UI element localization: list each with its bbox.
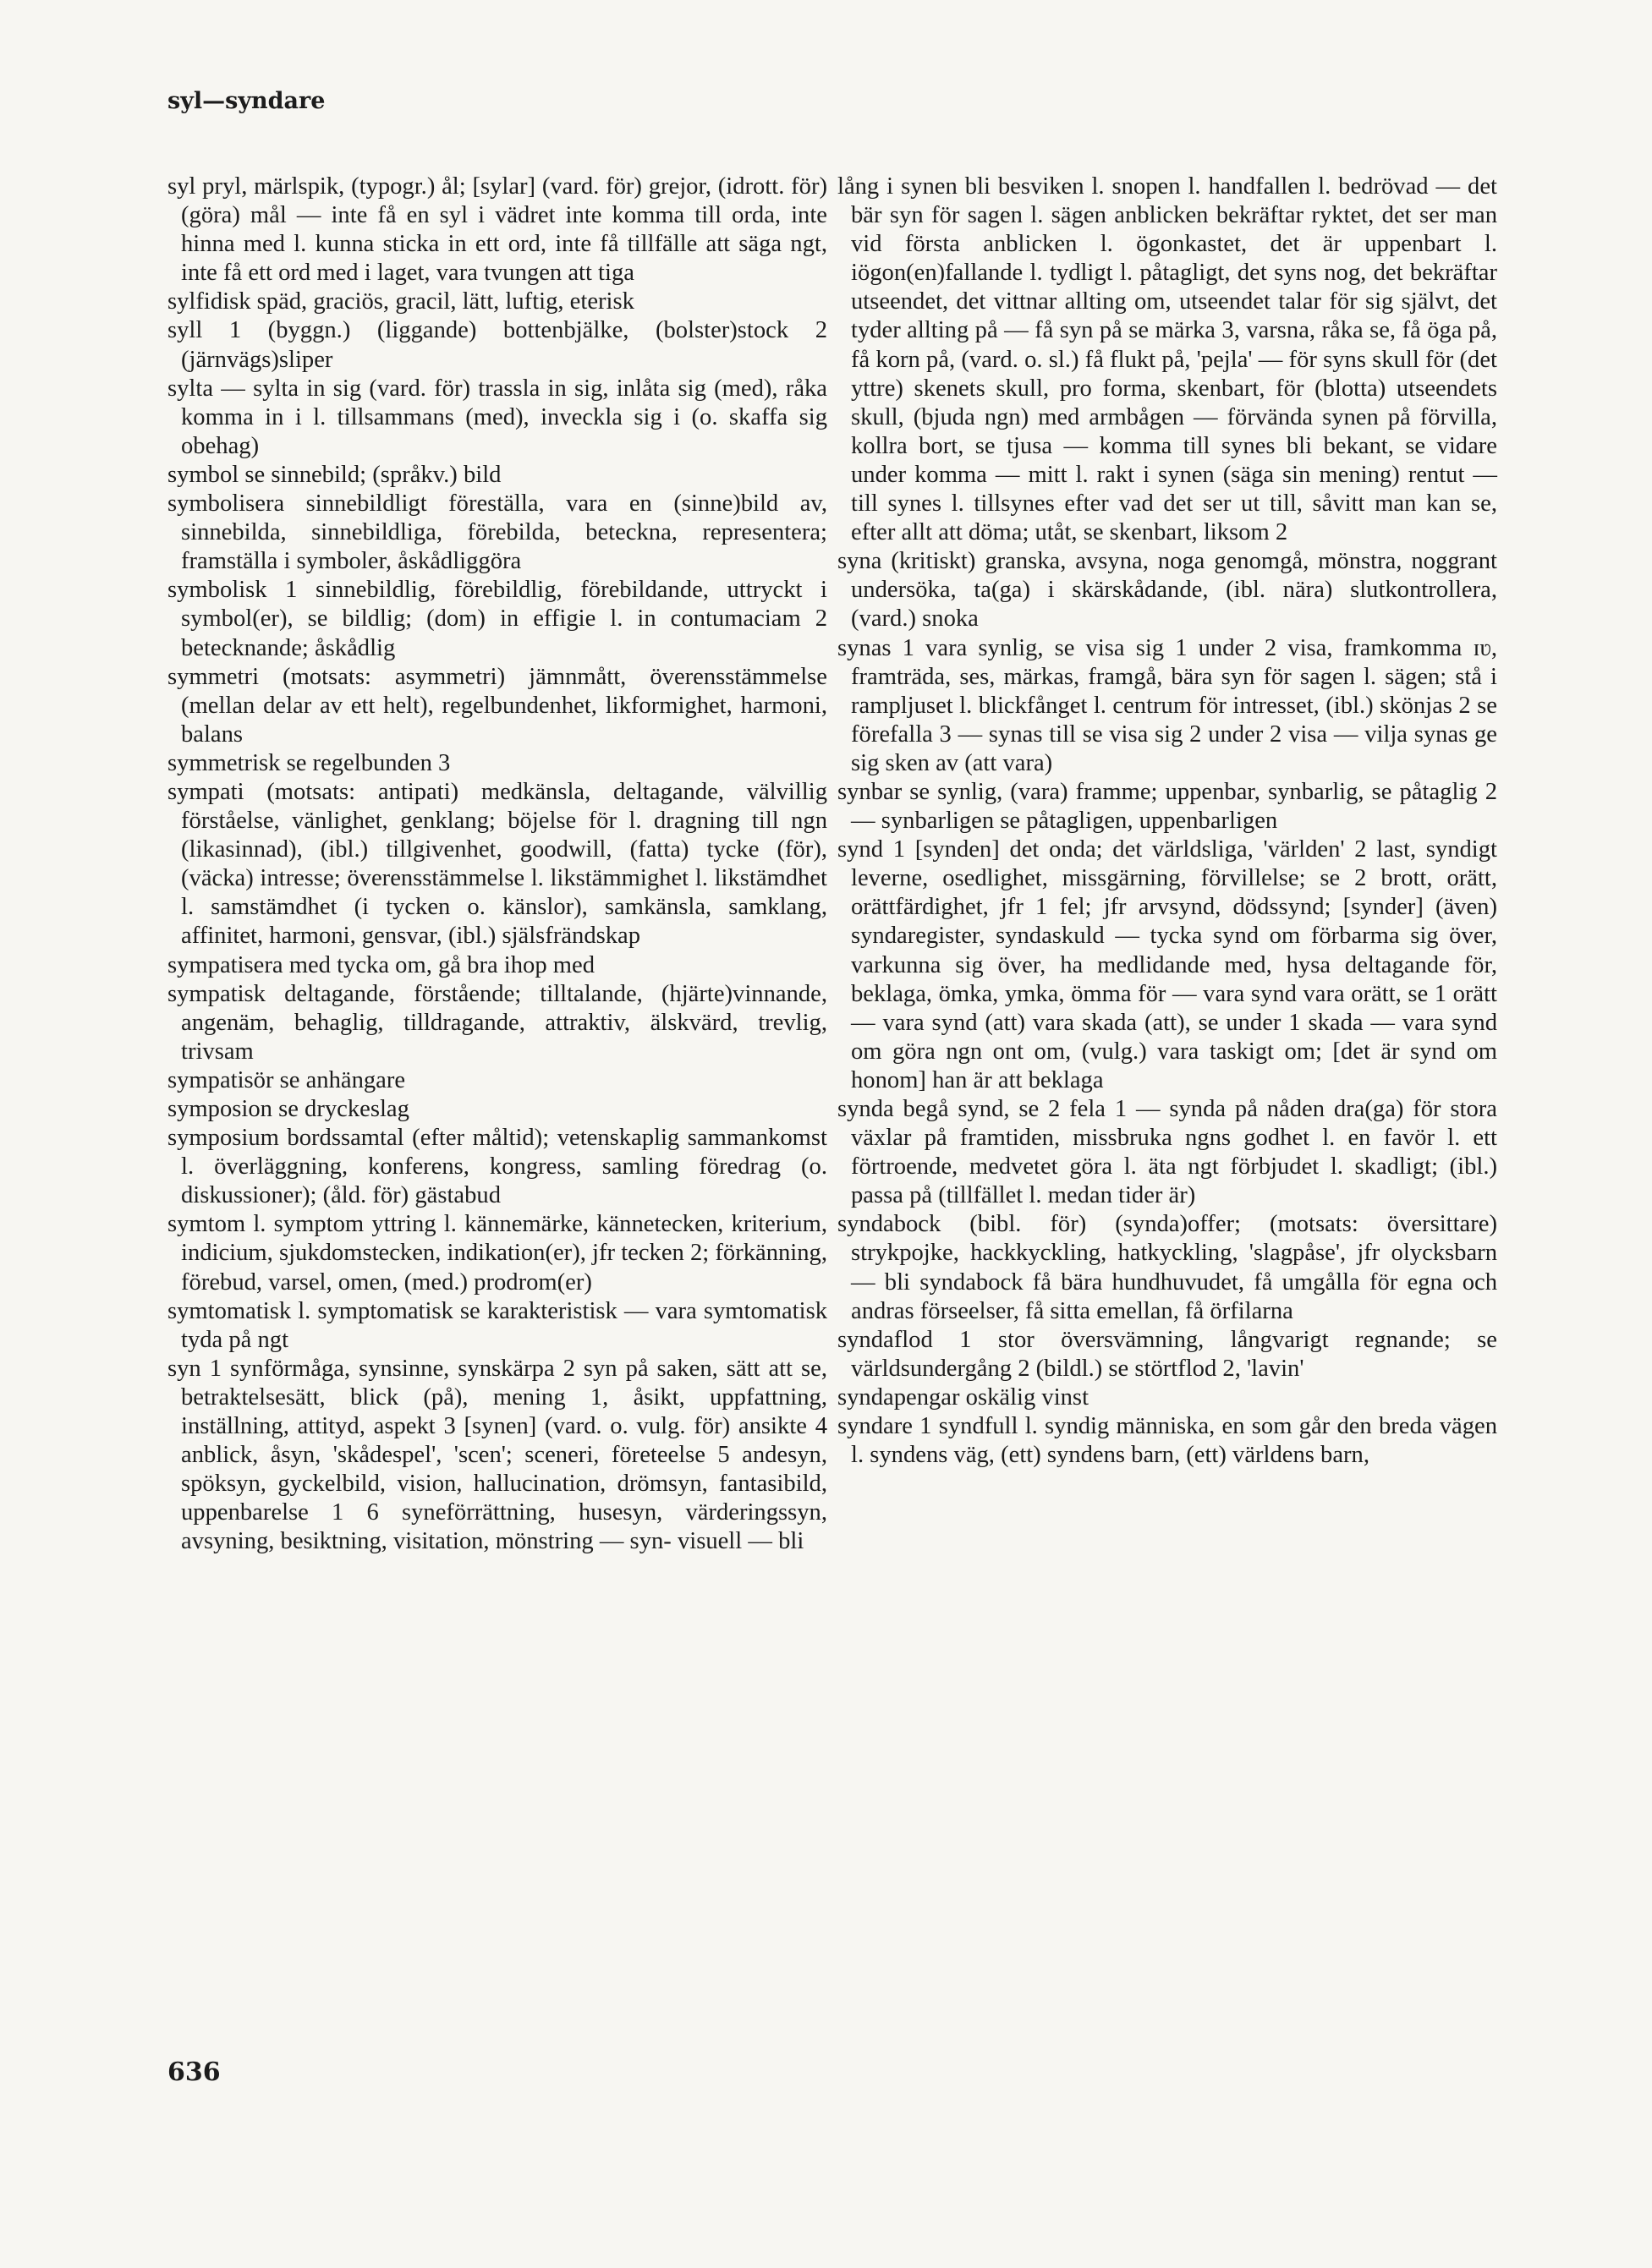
entry: sympatisera med tycka om, gå bra ihop med <box>167 951 595 978</box>
entry: lång i synen bli besviken l. snopen l. handfallen l. bedrövad — det bär syn för sagen l. sägen anblicken bekräftar ryktet, det ser man vid första anblicken l. ögonkastet, det är uppenbart l. iögon(en)fallande l. tydligt l. påtagligt, det syns nog, det bekräftar utseendet, det vittnar allting om, utseendet talar för sig självt, det tyder allting på — få syn på se märka 3, varsna, råka se, få öga på, få korn på, (vard. o. sl.) få flukt på, 'pejla' — för syns skull för (det yttre) skenets skull, pro forma, skenbart, för (blotta) utseendets skull, (bjuda ngn) med armbågen — förvända synen på förvilla, kollra bort, se tjusa — komma till synes bli bekant, se vidare under komma — mitt l. rakt i synen (säga sin mening) rentut — till synes l. tillsynes efter vad det ser ut till, såvitt man kan se, efter allt att döma; utåt, se skenbart, liksom 2 <box>837 173 1497 546</box>
entry: syn 1 synförmåga, synsinne, synskärpa 2 syn på saken, sätt att se, betraktelsesätt, blick (på), mening 1, åsikt, uppfattning, inställning, attityd, aspekt 3 [synen] (vard. o. vulg. för) ansikte 4 anblick, åsyn, 'skådespel', 'scen'; sceneri, företeelse 5 andesyn, spöksyn, gyckelbild, vision, hallucination, drömsyn, fantasibild, uppenbarelse 1 6 syneförrättning, husesyn, värderingssyn, avsyning, besiktning, visitation, mönstring — syn- visuell — bli <box>167 1355 827 1555</box>
entry: sylta — sylta in sig (vard. för) trassla in sig, inlåta sig (med), råka komma in i l. tillsammans (med), inveckla sig i (o. skaffa sig obehag) <box>167 375 827 459</box>
entry: syndabock (bibl. för) (synda)offer; (motsats: översittare) strykpojke, hackkyckling, hatkyckling, 'slagpåse', jfr olycksbarn — bli syndabock få bära hundhuvudet, få umgålla för egna och andras förseelser, få sitta emellan, få örfilarna <box>837 1211 1497 1324</box>
entry: syndapengar oskälig vinst <box>837 1383 1089 1411</box>
entry: symbol se sinnebild; (språkv.) bild <box>167 461 502 488</box>
page-number: 636 <box>167 2057 221 2087</box>
entry: sympatisk deltagande, förstående; tilltalande, (hjärte)vinnande, angenäm, behaglig, tilldragande, attraktiv, älskvärd, trevlig, trivsam <box>167 980 827 1065</box>
right-column <box>837 173 1497 1470</box>
entry: symposium bordssamtal (efter måltid); vetenskaplig sammankomst l. överläggning, konferens, kongress, samling föredrag (o. diskussioner); (åld. för) gästabud <box>167 1125 827 1209</box>
entry: sympatisör se anhängare <box>167 1066 406 1093</box>
entry: synd 1 [synden] det onda; det världsliga, 'världen' 2 last, syndigt leverne, osedlighet, missgärning, förvillelse; se 2 brott, orätt, orättfärdighet, jfr 1 fel; jfr arvsynd, dödssynd; [synder] (även) syndaregister, syndaskuld — tycka synd om förbarma sig över, varkunna sig över, ha medlidande med, hysa deltagande för, beklaga, ömka, ymka, ömma för — vara synd vara orätt, se 1 orätt — vara synd (att) vara skada (att), se under 1 skada — vara synd om göra ngn ont om, (vulg.) vara taskigt om; [det är synd om honom] han är att beklaga <box>837 836 1497 1093</box>
entry: symposion se dryckeslag <box>167 1096 409 1122</box>
entry: sylfidisk späd, graciös, gracil, lätt, luftig, eterisk <box>167 288 634 315</box>
entry: synda begå synd, se 2 fela 1 — synda på nåden dra(ga) för stora växlar på framtiden, missbruka ngns godhet l. en favör l. ett förtroende, medvetet göra l. äta ngt förbjudet l. skadligt; (ibl.) passa på (tillfället l. medan tider är) <box>837 1096 1497 1209</box>
entry: symbolisk 1 sinnebildlig, förebildlig, förebildande, uttryckt i symbol(er), se bildlig; (dom) in effigie l. in contumaciam 2 betecknande; åskådlig <box>167 577 827 661</box>
entry: symmetri (motsats: asymmetri) jämnmått, överensstämmelse (mellan delar av ett helt), regelbundenhet, likformighet, harmoni, balans <box>167 663 827 748</box>
entry: syna (kritiskt) granska, avsyna, noga genomgå, mönstra, noggrant undersöka, ta(ga) i skärskådande, (ibl. nära) slutkontrollera, (vard.) snoka <box>837 548 1497 633</box>
running-head: syl—syndare <box>167 88 326 114</box>
entry: symtom l. symptom yttring l. kännemärke, kännetecken, kriterium, indicium, sjukdomstecken, indikation(er), jfr tecken 2; förkänning, förebud, varsel, omen, (med.) prodrom(er) <box>167 1211 827 1296</box>
entry: synbar se synlig, (vara) framme; uppenbar, synbarlig, se påtaglig 2 — synbarligen se påtagligen, uppenbarligen <box>837 778 1497 835</box>
entry: syl pryl, märlspik, (typogr.) ål; [sylar] (vard. för) grejor, (idrott. för) (göra) mål — inte få en syl i vädret inte komma till orda, inte hinna med l. kunna sticka in ett ord, inte få tillfälle att säga ngt, inte få ett ord med i laget, vara tvungen att tiga <box>167 173 827 287</box>
left-column <box>167 173 827 1557</box>
entry: synas 1 vara synlig, se visa sig 1 under 2 visa, framkomma ɪʋ, framträda, ses, märkas, framgå, bära syn för sagen l. sägen; stå i rampljuset l. blickfånget l. centrum för intresset, (ibl.) skönjas 2 se förefalla 3 — synas till se visa sig 2 under 2 visa — vilja synas ge sig sken av (att vara) <box>837 634 1497 776</box>
entry: sympati (motsats: antipati) medkänsla, deltagande, välvillig förståelse, vänlighet, genklang; böjelse för l. dragning till ngn (likasinnad), (ibl.) tillgivenhet, goodwill, (fatta) tycke (för), (väcka) intresse; överensstämmelse l. likstämmighet l. likstämdhet l. samstämdhet (i tycken o. känslor), samkänsla, samklang, affinitet, harmoni, gensvar, (ibl.) själsfrändskap <box>167 778 827 950</box>
entry: symmetrisk se regelbunden 3 <box>167 749 451 776</box>
entry: syndaflod 1 stor översvämning, långvarigt regnande; se världsundergång 2 (bildl.) se störtflod 2, 'lavin' <box>837 1326 1497 1382</box>
entry: syndare 1 syndfull l. syndig människa, en som går den breda vägen l. syndens väg, (ett) syndens barn, (ett) världens barn, <box>837 1413 1497 1469</box>
entry: symtomatisk l. symptomatisk se karakteristisk — vara symtomatisk tyda på ngt <box>167 1297 827 1353</box>
entry: symbolisera sinnebildligt föreställa, vara en (sinne)bild av, sinnebilda, sinnebildliga, förebilda, beteckna, representera; framställa i symboler, åskådliggöra <box>167 490 827 575</box>
entry: syll 1 (byggn.) (liggande) bottenbjälke, (bolster)stock 2 (järnvägs)sliper <box>167 317 827 373</box>
